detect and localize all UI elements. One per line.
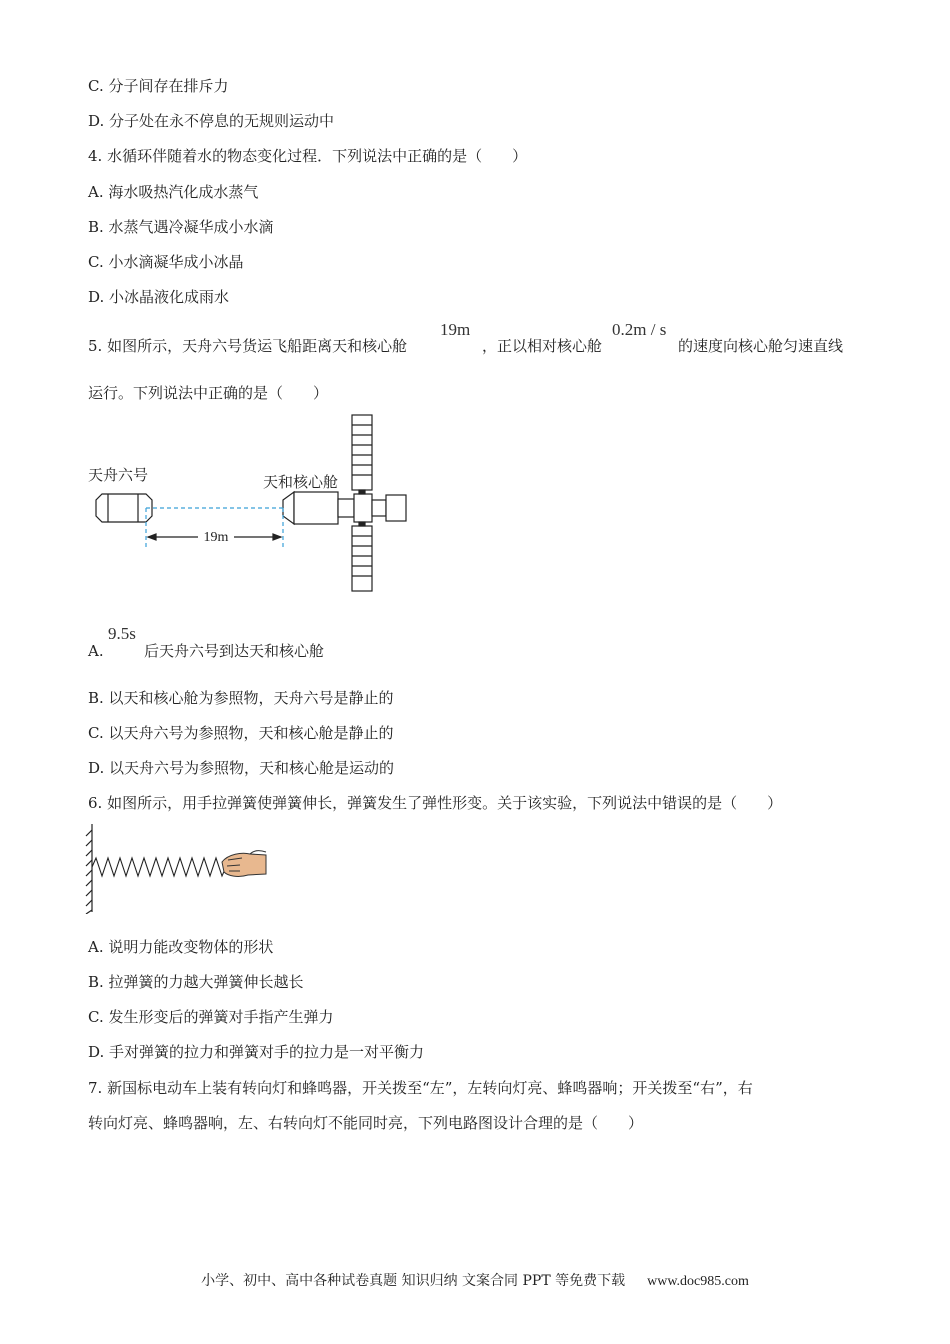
hand-icon (222, 851, 266, 877)
option-4d: D. 小冰晶液化成雨水 (88, 288, 230, 306)
option-5b: B. 以天和核心舱为参照物，天舟六号是静止的 (88, 689, 394, 707)
question-5-line2: 运行。下列说法中正确的是（ ） (88, 384, 329, 402)
option-6b: B. 拉弹簧的力越大弹簧伸长越长 (88, 973, 304, 991)
question-7-line1: 7. 新国标电动车上装有转向灯和蜂鸣器，开关拨至“左”，左转向灯亮、蜂鸣器响；开关拨至“右”，右 (88, 1079, 753, 1097)
question-4: 4. 水循环伴随着水的物态变化过程．下列说法中正确的是（ ） (88, 147, 528, 165)
tianhe-station (283, 415, 406, 591)
option-3d: D. 分子处在永不停息的无规则运动中 (88, 112, 335, 130)
tianzhou-ship (96, 494, 152, 522)
option-5a-text: 后天舟六号到达天和核心舱 (144, 642, 325, 660)
option-5d: D. 以天舟六号为参照物，天和核心舱是运动的 (88, 759, 395, 777)
footer-site-link[interactable]: www.doc985.com (647, 1274, 749, 1289)
option-5c: C. 以天舟六号为参照物，天和核心舱是静止的 (88, 724, 394, 742)
option-6d: D. 手对弹簧的拉力和弹簧对手的拉力是一对平衡力 (88, 1043, 425, 1061)
footer-text: 小学、初中、高中各种试卷真题 知识归纳 文案合同 PPT 等免费下载 (201, 1273, 626, 1289)
wall (86, 824, 92, 914)
spacecraft-docking-figure (80, 410, 420, 600)
option-4c: C. 小水滴凝华成小冰晶 (88, 253, 244, 271)
option-6c: C. 发生形变后的弹簧对手指产生弹力 (88, 1008, 334, 1026)
option-4b: B. 水蒸气遇冷凝华成小水滴 (88, 218, 274, 236)
question-5-part3: 的速度向核心舱匀速直线 (678, 337, 844, 355)
option-5a-prefix: A. (88, 642, 104, 660)
distance-label: 19m (203, 530, 229, 545)
speed-formula: 0.2m / s (612, 320, 667, 339)
time-formula: 9.5s (108, 624, 136, 643)
distance-formula: 19m (440, 320, 471, 339)
question-7-line2: 转向灯亮、蜂鸣器响，左、右转向灯不能同时亮，下列电路图设计合理的是（ ） (88, 1114, 644, 1132)
option-6a: A. 说明力能改变物体的形状 (88, 938, 274, 956)
question-5-part2: ，正以相对核心舱 (482, 337, 603, 355)
option-4a: A. 海水吸热汽化成水蒸气 (88, 183, 259, 201)
question-5-part1: 5. 如图所示，天舟六号货运飞船距离天和核心舱 (88, 337, 408, 355)
tianzhou-label: 天舟六号 (88, 466, 149, 484)
option-3c: C. 分子间存在排斥力 (88, 77, 229, 95)
spring (92, 858, 226, 876)
question-6: 6. 如图所示，用手拉弹簧使弹簧伸长，弹簧发生了弹性形变。关于该实验，下列说法中错误的是（ ） (88, 794, 783, 812)
page-footer (0, 1270, 950, 1290)
tianhe-label: 天和核心舱 (263, 473, 339, 491)
spring-figure (82, 822, 272, 914)
